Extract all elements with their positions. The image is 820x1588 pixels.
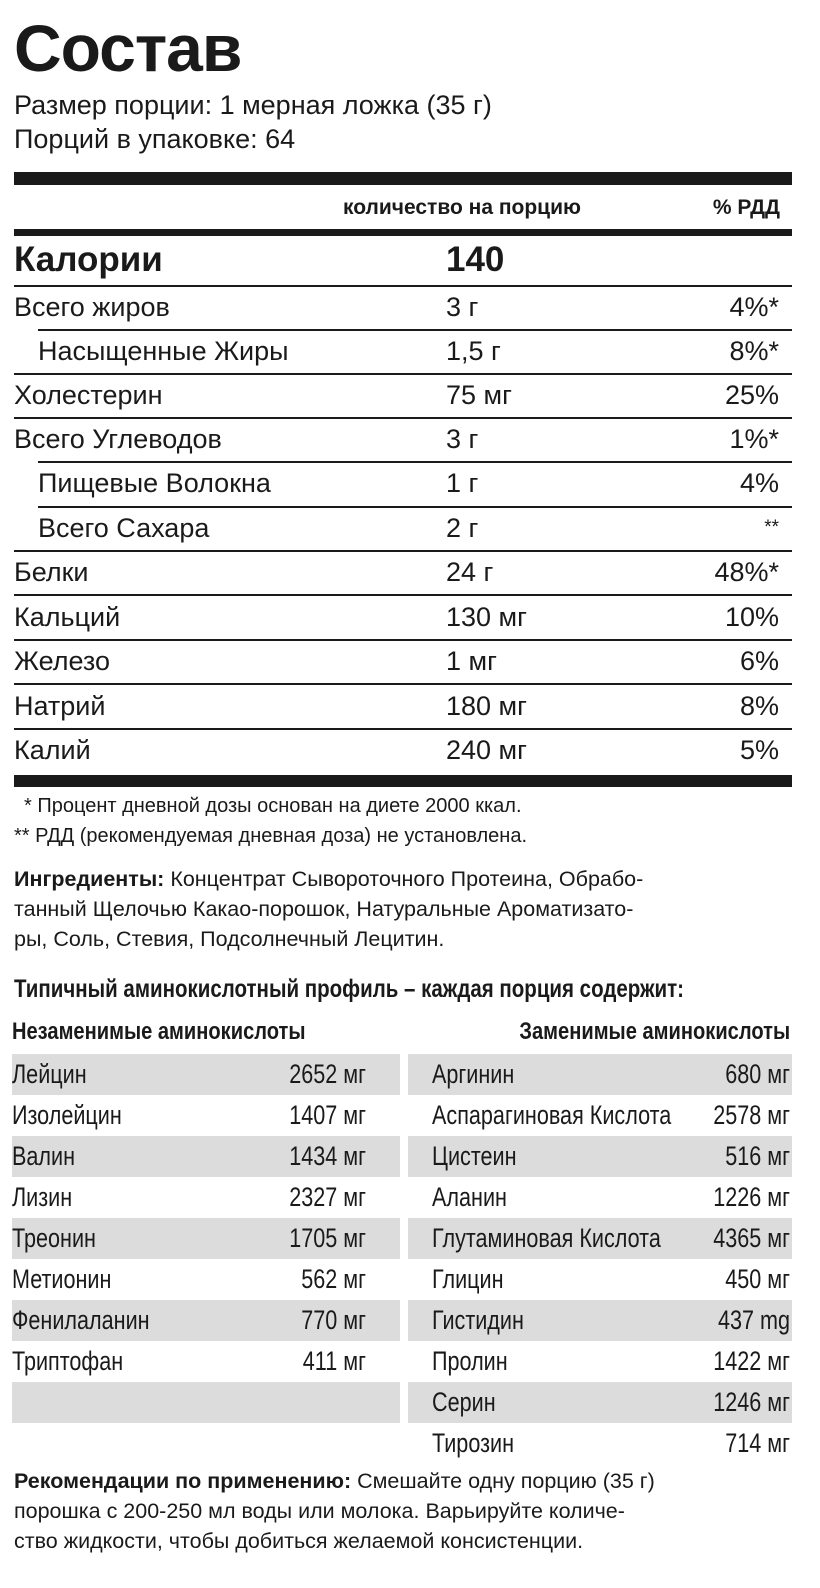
nutrient-row <box>0 373 820 417</box>
essential-amino-row <box>12 1382 400 1423</box>
amino-value: 562 мг <box>301 1264 366 1294</box>
nutrient-amount: 24 г <box>446 557 494 587</box>
amino-name: Лизин <box>12 1182 73 1212</box>
amino-name: Аргинин <box>432 1059 515 1089</box>
nutrient-dv: 8%* <box>729 336 779 366</box>
amino-value: 1434 мг <box>289 1141 366 1171</box>
footnote-dv: * Процент дневной дозы основан на диете 2000 ккал. <box>24 795 522 817</box>
nutrient-row <box>0 329 820 373</box>
amino-value: 516 мг <box>725 1141 790 1171</box>
nutrient-amount: 2 г <box>446 513 479 543</box>
nutrient-amount: 3 г <box>446 424 479 454</box>
ingredients <box>14 864 792 954</box>
usage-label: Рекомендации по применению: <box>14 1469 352 1493</box>
amino-value: 437 mg <box>717 1305 790 1335</box>
dv-column-header: % РДД <box>712 196 780 219</box>
nonessential-amino-row <box>408 1423 792 1464</box>
nutrient-name: Всего жиров <box>14 292 170 322</box>
amino-value: 1705 мг <box>289 1223 366 1253</box>
nutrient-amount: 240 мг <box>446 735 527 765</box>
top-thick-rule <box>14 172 792 185</box>
nutrient-row <box>0 417 820 461</box>
amino-name: Фенилаланин <box>12 1305 150 1335</box>
footnote-rdd: ** РДД (рекомендуемая дневная доза) не установлена. <box>14 825 528 847</box>
amino-profile-title: Типичный аминокислотный профиль – каждая порция содержит: <box>14 975 685 1003</box>
nutrient-row <box>0 728 820 772</box>
amino-name: Глицин <box>432 1264 504 1294</box>
amino-value: 1226 мг <box>713 1182 790 1212</box>
nutrient-amount: 3 г <box>446 292 479 322</box>
nonessential-amino-row <box>408 1382 792 1423</box>
page-title: Состав <box>14 11 242 85</box>
essential-amino-row <box>12 1218 400 1259</box>
amino-value: 4365 мг <box>713 1223 790 1253</box>
usage-instructions <box>14 1466 792 1556</box>
nutrient-name: Холестерин <box>14 380 163 410</box>
usage-text: Смешайте одну порцию (35 г) <box>351 1469 655 1493</box>
nutrient-dv: 4%* <box>729 292 779 322</box>
amino-name: Изолейцин <box>12 1100 122 1130</box>
amino-value: 680 мг <box>725 1059 790 1089</box>
nutrient-dv: 6% <box>739 646 779 676</box>
nutrient-row <box>0 550 820 594</box>
usage-text: ство жидкости, чтобы добиться желаемой консистенции. <box>14 1529 584 1553</box>
bottom-thick-rule <box>14 775 792 787</box>
serving-size: Размер порции: 1 мерная ложка (35 г) <box>14 90 492 120</box>
amino-name: Цистеин <box>432 1141 517 1171</box>
nonessential-amino-row <box>408 1300 792 1341</box>
essential-amino-row <box>12 1177 400 1218</box>
essential-amino-row <box>12 1095 400 1136</box>
usage-text: порошка с 200-250 мл воды или молока. Варьируйте количе- <box>14 1499 625 1523</box>
nutrient-name: Всего Углеводов <box>14 424 222 454</box>
nutrient-name: Калий <box>14 735 91 765</box>
amino-name: Серин <box>432 1387 496 1417</box>
nutrient-row <box>0 639 820 683</box>
nonessential-amino-row <box>408 1054 792 1095</box>
nutrient-dv: 8% <box>739 691 779 721</box>
nutrient-dv: 25% <box>724 380 779 410</box>
essential-amino-row <box>12 1259 400 1300</box>
ingredients-text: Концентрат Сывороточного Протеина, Обрабо- <box>164 867 644 891</box>
ingredients-text: ры, Соль, Стевия, Подсолнечный Лецитин. <box>14 927 445 951</box>
nutrient-dv: 4% <box>739 468 779 498</box>
amino-name: Треонин <box>12 1223 96 1253</box>
nutrient-amount: 1,5 г <box>446 336 501 366</box>
nutrient-amount: 180 мг <box>446 691 527 721</box>
amino-name: Аланин <box>432 1182 507 1212</box>
header-rule <box>14 229 792 236</box>
nutrient-name: Железо <box>14 646 110 676</box>
nutrient-name: Пищевые Волокна <box>38 468 271 498</box>
essential-amino-heading: Незаменимые аминокислоты <box>12 1018 306 1045</box>
nonessential-amino-row <box>408 1259 792 1300</box>
nutrient-name: Кальций <box>14 602 121 632</box>
nutrient-dv: ** <box>764 517 779 538</box>
nonessential-amino-row <box>408 1177 792 1218</box>
amino-name: Пролин <box>432 1346 508 1376</box>
nutrient-name: Натрий <box>14 691 106 721</box>
amino-value: 714 мг <box>725 1428 790 1458</box>
nonessential-amino-row <box>408 1218 792 1259</box>
amino-name: Валин <box>12 1141 76 1171</box>
nutrient-row <box>0 595 820 639</box>
amino-value: 770 мг <box>301 1305 366 1335</box>
ingredients-label: Ингредиенты: <box>14 867 165 891</box>
amino-value: 1422 мг <box>713 1346 790 1376</box>
essential-amino-row <box>12 1136 400 1177</box>
amino-name: Триптофан <box>12 1346 124 1376</box>
amino-value: 2578 мг <box>713 1100 790 1130</box>
nutrient-name: Насыщенные Жиры <box>38 336 289 366</box>
amino-name: Аспарагиновая Кислота <box>432 1100 672 1130</box>
nonessential-amino-heading: Заменимые аминокислоты <box>519 1018 790 1045</box>
nutrient-amount: 75 мг <box>446 380 512 410</box>
amino-value: 2652 мг <box>289 1059 366 1089</box>
amino-name: Глутаминовая Кислота <box>432 1223 661 1253</box>
amino-value: 2327 мг <box>289 1182 366 1212</box>
amino-name: Метионин <box>12 1264 112 1294</box>
nutrient-name: Всего Сахара <box>38 513 210 543</box>
nutrient-amount: 130 мг <box>446 602 527 632</box>
nutrient-dv: 48%* <box>714 557 779 587</box>
nutrient-amount: 140 <box>446 240 505 279</box>
servings-per-container: Порций в упаковке: 64 <box>14 124 296 154</box>
nonessential-amino-row <box>408 1341 792 1382</box>
nutrient-row <box>0 238 820 282</box>
nutrient-row <box>0 285 820 329</box>
nutrient-row <box>0 684 820 728</box>
amino-value: 1246 мг <box>713 1387 790 1417</box>
nonessential-amino-row <box>408 1136 792 1177</box>
essential-amino-row <box>12 1300 400 1341</box>
nutrient-dv: 10% <box>724 602 779 632</box>
ingredients-text: танный Щелочью Какао-порошок, Натуральные Ароматизато- <box>14 897 634 921</box>
nutrient-row <box>0 461 820 505</box>
amino-value: 450 мг <box>725 1264 790 1294</box>
amino-value: 1407 мг <box>289 1100 366 1130</box>
nutrient-name: Калории <box>14 240 163 279</box>
essential-amino-row <box>12 1341 400 1382</box>
amino-name: Лейцин <box>12 1059 87 1089</box>
amino-value: 411 мг <box>302 1346 366 1376</box>
nutrient-amount: 1 мг <box>446 646 497 676</box>
nutrient-dv: 1%* <box>729 424 779 454</box>
amount-column-header: количество на порцию <box>343 196 581 219</box>
essential-amino-row <box>12 1054 400 1095</box>
nutrient-amount: 1 г <box>446 468 479 498</box>
nonessential-amino-row <box>408 1095 792 1136</box>
amino-name: Тирозин <box>432 1428 514 1458</box>
nutrient-row <box>0 506 820 550</box>
nutrient-name: Белки <box>14 557 89 587</box>
nutrient-dv: 5% <box>739 735 779 765</box>
amino-name: Гистидин <box>432 1305 524 1335</box>
